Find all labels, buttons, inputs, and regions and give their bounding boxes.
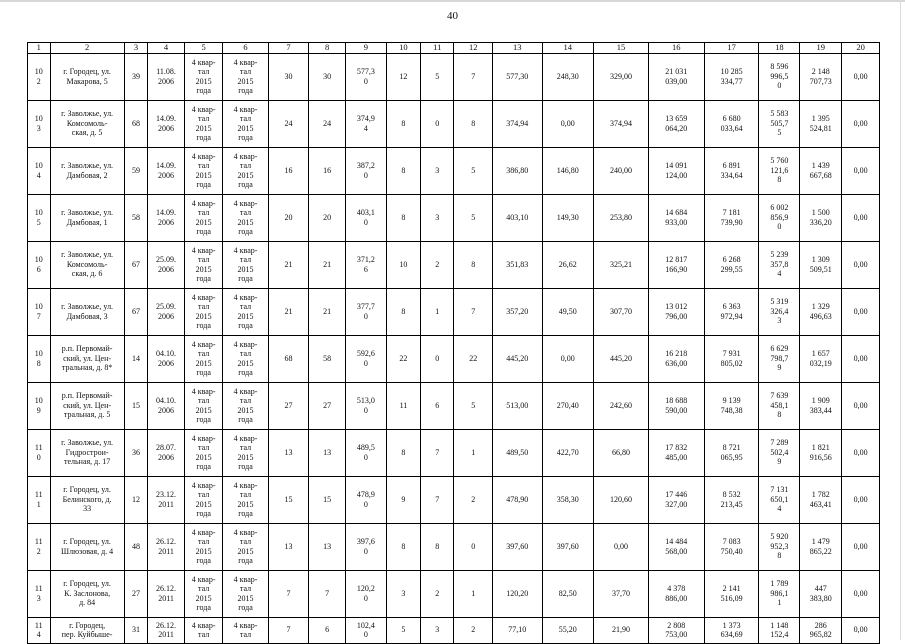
cell-address: г. Заволжье, ул. Дамбовая, 1	[50, 194, 124, 241]
cell-cost-total: 17 832 485,00	[648, 429, 704, 476]
cell-apartments-total: 12	[386, 53, 420, 100]
cell-cost-fund: 6 891 334,64	[704, 147, 759, 194]
cell-residents-count: 13	[268, 523, 309, 570]
cell-residents-relocating: 58	[309, 335, 346, 382]
cell-cost-region: 5 319 326,4 3	[759, 288, 800, 335]
cell-area-total: 387,2 0	[345, 147, 386, 194]
cell-residents-count: 15	[268, 476, 309, 523]
cell-cost-extra: 0,00	[842, 476, 880, 523]
cell-commission-date: 14.09. 2006	[148, 194, 185, 241]
cell-cost-region: 7 289 502,4 9	[759, 429, 800, 476]
cell-residents-count: 16	[268, 147, 309, 194]
col-header: 7	[268, 43, 309, 54]
cell-plan-start: 4 квар- тал 2015 года	[184, 570, 223, 617]
cell-cost-fund: 6 363 972,94	[704, 288, 759, 335]
cell-plan-end: 4 квар- тал 2015 года	[223, 147, 268, 194]
cell-plan-end: 4 квар- тал	[223, 617, 268, 643]
cell-area-municipal: 240,00	[594, 147, 649, 194]
cell-cost-region: 6 629 798,7 9	[759, 335, 800, 382]
cell-plan-start: 4 квар- тал 2015 года	[184, 429, 223, 476]
cell-cost-total: 14 484 568,00	[648, 523, 704, 570]
cell-area-private: 422,70	[542, 429, 594, 476]
cell-cost-region: 1 148 152,4	[759, 617, 800, 643]
cell-area-private: 49,50	[542, 288, 594, 335]
cell-plan-start: 4 квар- тал 2015 года	[184, 241, 223, 288]
cell-area-total: 478,9 0	[345, 476, 386, 523]
col-header: 14	[542, 43, 594, 54]
right-scan-edge	[900, 0, 901, 640]
cell-area-relocation: 445,20	[493, 335, 542, 382]
cell-area-relocation: 357,20	[493, 288, 542, 335]
col-header: 20	[842, 43, 880, 54]
cell-apartments-municipal: 7	[454, 288, 493, 335]
cell-residents-relocating: 30	[309, 53, 346, 100]
cell-address: г. Заволжье, ул. Комсомоль- ская, д. 5	[50, 100, 124, 147]
cell-area-municipal: 0,00	[594, 523, 649, 570]
cell-apartments-municipal: 8	[454, 241, 493, 288]
cell-area-private: 55,20	[542, 617, 594, 643]
cell-area-municipal: 307,70	[594, 288, 649, 335]
cell-apartments-municipal: 5	[454, 147, 493, 194]
cell-area-total: 120,2 0	[345, 570, 386, 617]
cell-apartments-total: 22	[386, 335, 420, 382]
cell-plan-end: 4 квар- тал 2015 года	[223, 100, 268, 147]
cell-apartments-municipal: 1	[454, 429, 493, 476]
cell-year-built: 14	[124, 335, 148, 382]
cell-apartments-private: 3	[421, 194, 454, 241]
cell-cost-region: 6 002 856,9 0	[759, 194, 800, 241]
table-row	[28, 617, 880, 643]
cell-plan-start: 4 квар- тал 2015 года	[184, 100, 223, 147]
cell-cost-extra: 0,00	[842, 288, 880, 335]
cell-cost-extra: 0,00	[842, 194, 880, 241]
cell-residents-relocating: 15	[309, 476, 346, 523]
cell-cost-local: 1 395 524,81	[800, 100, 842, 147]
cell-apartments-total: 8	[386, 523, 420, 570]
cell-area-municipal: 325,21	[594, 241, 649, 288]
cell-area-municipal: 37,70	[594, 570, 649, 617]
col-header: 16	[648, 43, 704, 54]
cell-area-total: 513,0 0	[345, 382, 386, 429]
cell-commission-date: 26.12. 2011	[148, 570, 185, 617]
cell-year-built: 58	[124, 194, 148, 241]
cell-cost-local: 1 479 865,22	[800, 523, 842, 570]
cell-residents-relocating: 13	[309, 523, 346, 570]
cell-plan-start: 4 квар- тал 2015 года	[184, 523, 223, 570]
cell-cost-total: 14 091 124,00	[648, 147, 704, 194]
cell-address: р.п. Первомай- ский, ул. Цен- тральная, д. 8*	[50, 335, 124, 382]
cell-year-built: 15	[124, 382, 148, 429]
cell-area-total: 489,5 0	[345, 429, 386, 476]
cell-plan-end: 4 квар- тал 2015 года	[223, 53, 268, 100]
cell-area-private: 82,50	[542, 570, 594, 617]
cell-commission-date: 26.12. 2011	[148, 617, 185, 643]
cell-residents-relocating: 24	[309, 100, 346, 147]
cell-plan-end: 4 квар- тал 2015 года	[223, 194, 268, 241]
table-row	[28, 147, 880, 194]
cell-cost-fund: 9 139 748,38	[704, 382, 759, 429]
cell-row-number: 10 5	[28, 194, 51, 241]
cell-apartments-total: 8	[386, 194, 420, 241]
table-row	[28, 335, 880, 382]
cell-cost-total: 13 012 796,00	[648, 288, 704, 335]
cell-cost-fund: 7 931 805,02	[704, 335, 759, 382]
housing-program-table	[27, 42, 880, 644]
cell-address: г. Городец, ул. Белинского, д. 33	[50, 476, 124, 523]
cell-commission-date: 14.09. 2006	[148, 100, 185, 147]
table-row	[28, 429, 880, 476]
cell-plan-start: 4 квар- тал 2015 года	[184, 53, 223, 100]
cell-area-relocation: 403,10	[493, 194, 542, 241]
cell-row-number: 10 6	[28, 241, 51, 288]
cell-apartments-private: 7	[421, 429, 454, 476]
cell-year-built: 39	[124, 53, 148, 100]
cell-cost-extra: 0,00	[842, 382, 880, 429]
table-row	[28, 570, 880, 617]
cell-year-built: 48	[124, 523, 148, 570]
cell-area-municipal: 253,80	[594, 194, 649, 241]
cell-area-private: 0,00	[542, 100, 594, 147]
cell-commission-date: 25.09. 2006	[148, 241, 185, 288]
col-header: 8	[309, 43, 346, 54]
table-row	[28, 523, 880, 570]
cell-cost-extra: 0,00	[842, 429, 880, 476]
cell-cost-fund: 6 680 033,64	[704, 100, 759, 147]
cell-year-built: 59	[124, 147, 148, 194]
cell-cost-local: 1 782 463,41	[800, 476, 842, 523]
cell-apartments-private: 7	[421, 476, 454, 523]
cell-area-municipal: 66,80	[594, 429, 649, 476]
table-row	[28, 288, 880, 335]
col-header: 4	[148, 43, 185, 54]
cell-cost-total: 13 659 064,20	[648, 100, 704, 147]
cell-cost-extra: 0,00	[842, 335, 880, 382]
cell-cost-total: 17 446 327,00	[648, 476, 704, 523]
col-header: 9	[345, 43, 386, 54]
table-row	[28, 241, 880, 288]
cell-row-number: 10 2	[28, 53, 51, 100]
cell-address: г. Городец, ул. Шлюзовая, д. 4	[50, 523, 124, 570]
table-row	[28, 53, 880, 100]
cell-year-built: 12	[124, 476, 148, 523]
cell-plan-end: 4 квар- тал 2015 года	[223, 241, 268, 288]
cell-area-total: 371,2 6	[345, 241, 386, 288]
cell-year-built: 67	[124, 288, 148, 335]
cell-apartments-private: 3	[421, 617, 454, 643]
cell-area-relocation: 577,30	[493, 53, 542, 100]
col-header: 17	[704, 43, 759, 54]
cell-cost-local: 447 383,80	[800, 570, 842, 617]
cell-cost-fund: 6 268 299,55	[704, 241, 759, 288]
cell-cost-extra: 0,00	[842, 617, 880, 643]
cell-apartments-municipal: 22	[454, 335, 493, 382]
cell-cost-local: 1 309 509,51	[800, 241, 842, 288]
cell-cost-total: 14 684 933,00	[648, 194, 704, 241]
top-scan-edge	[0, 0, 905, 2]
cell-commission-date: 04.10. 2006	[148, 382, 185, 429]
cell-area-municipal: 120,60	[594, 476, 649, 523]
cell-cost-extra: 0,00	[842, 570, 880, 617]
cell-address: г. Городец, ул. Макарова, 5	[50, 53, 124, 100]
col-header: 13	[493, 43, 542, 54]
cell-area-private: 146,80	[542, 147, 594, 194]
cell-area-total: 377,7 0	[345, 288, 386, 335]
cell-apartments-total: 10	[386, 241, 420, 288]
cell-residents-relocating: 6	[309, 617, 346, 643]
cell-row-number: 10 4	[28, 147, 51, 194]
cell-cost-extra: 0,00	[842, 53, 880, 100]
cell-area-private: 149,30	[542, 194, 594, 241]
col-header: 1	[28, 43, 51, 54]
cell-plan-start: 4 квар- тал 2015 года	[184, 476, 223, 523]
table-body	[28, 53, 880, 643]
cell-cost-local: 1 439 667,68	[800, 147, 842, 194]
cell-cost-extra: 0,00	[842, 147, 880, 194]
table-row	[28, 194, 880, 241]
cell-cost-total: 4 378 886,00	[648, 570, 704, 617]
cell-commission-date: 28.07. 2006	[148, 429, 185, 476]
cell-cost-extra: 0,00	[842, 241, 880, 288]
cell-apartments-total: 9	[386, 476, 420, 523]
cell-cost-local: 1 329 496,63	[800, 288, 842, 335]
cell-cost-local: 286 965,82	[800, 617, 842, 643]
cell-cost-local: 1 821 916,56	[800, 429, 842, 476]
cell-cost-fund: 10 285 334,77	[704, 53, 759, 100]
cell-plan-start: 4 квар- тал 2015 года	[184, 147, 223, 194]
cell-residents-relocating: 21	[309, 241, 346, 288]
cell-commission-date: 25.09. 2006	[148, 288, 185, 335]
cell-address: г. Заволжье, ул. Дамбовая, 2	[50, 147, 124, 194]
cell-plan-start: 4 квар- тал	[184, 617, 223, 643]
cell-apartments-private: 2	[421, 241, 454, 288]
cell-area-municipal: 329,00	[594, 53, 649, 100]
cell-plan-end: 4 квар- тал 2015 года	[223, 288, 268, 335]
cell-cost-region: 5 583 505,7 5	[759, 100, 800, 147]
col-header: 10	[386, 43, 420, 54]
cell-area-private: 26,62	[542, 241, 594, 288]
cell-cost-fund: 8 721 065,95	[704, 429, 759, 476]
cell-cost-fund: 2 141 516,09	[704, 570, 759, 617]
cell-cost-fund: 8 532 213,45	[704, 476, 759, 523]
cell-apartments-municipal: 5	[454, 382, 493, 429]
cell-address: г. Заволжье, ул. Дамбовая, 3	[50, 288, 124, 335]
cell-year-built: 36	[124, 429, 148, 476]
cell-area-private: 358,30	[542, 476, 594, 523]
cell-cost-extra: 0,00	[842, 100, 880, 147]
cell-residents-count: 7	[268, 617, 309, 643]
cell-cost-total: 2 808 753,00	[648, 617, 704, 643]
cell-cost-region: 7 131 650,1 4	[759, 476, 800, 523]
cell-address: г. Заволжье, ул. Комсомоль- ская, д. 6	[50, 241, 124, 288]
cell-residents-relocating: 7	[309, 570, 346, 617]
cell-apartments-municipal: 0	[454, 523, 493, 570]
cell-year-built: 27	[124, 570, 148, 617]
cell-row-number: 11 4	[28, 617, 51, 643]
cell-apartments-total: 8	[386, 100, 420, 147]
cell-row-number: 10 8	[28, 335, 51, 382]
cell-cost-region: 1 789 986,1 1	[759, 570, 800, 617]
cell-year-built: 68	[124, 100, 148, 147]
cell-area-relocation: 513,00	[493, 382, 542, 429]
cell-area-relocation: 478,90	[493, 476, 542, 523]
cell-apartments-total: 8	[386, 429, 420, 476]
cell-row-number: 11 1	[28, 476, 51, 523]
cell-apartments-total: 5	[386, 617, 420, 643]
cell-plan-end: 4 квар- тал 2015 года	[223, 382, 268, 429]
cell-area-municipal: 374,94	[594, 100, 649, 147]
cell-commission-date: 23.12. 2011	[148, 476, 185, 523]
cell-row-number: 10 9	[28, 382, 51, 429]
cell-plan-end: 4 квар- тал 2015 года	[223, 476, 268, 523]
cell-area-relocation: 77,10	[493, 617, 542, 643]
cell-cost-local: 1 500 336,20	[800, 194, 842, 241]
col-header: 15	[594, 43, 649, 54]
cell-apartments-private: 3	[421, 147, 454, 194]
cell-apartments-municipal: 2	[454, 476, 493, 523]
cell-row-number: 11 3	[28, 570, 51, 617]
cell-cost-total: 21 031 039,00	[648, 53, 704, 100]
cell-cost-total: 16 218 636,00	[648, 335, 704, 382]
cell-plan-end: 4 квар- тал 2015 года	[223, 523, 268, 570]
col-header: 19	[800, 43, 842, 54]
cell-residents-count: 13	[268, 429, 309, 476]
cell-residents-count: 24	[268, 100, 309, 147]
cell-cost-local: 1 909 383,44	[800, 382, 842, 429]
cell-row-number: 11 0	[28, 429, 51, 476]
col-header: 12	[454, 43, 493, 54]
col-header: 18	[759, 43, 800, 54]
cell-area-private: 397,60	[542, 523, 594, 570]
cell-plan-start: 4 квар- тал 2015 года	[184, 288, 223, 335]
cell-commission-date: 04.10. 2006	[148, 335, 185, 382]
cell-plan-end: 4 квар- тал 2015 года	[223, 570, 268, 617]
col-header: 2	[50, 43, 124, 54]
cell-apartments-private: 8	[421, 523, 454, 570]
cell-cost-extra: 0,00	[842, 523, 880, 570]
cell-area-total: 592,6 0	[345, 335, 386, 382]
cell-address: г. Заволжье, ул. Гидрострои- тельная, д. 17	[50, 429, 124, 476]
cell-row-number: 10 7	[28, 288, 51, 335]
cell-apartments-municipal: 8	[454, 100, 493, 147]
cell-residents-count: 21	[268, 241, 309, 288]
cell-residents-relocating: 27	[309, 382, 346, 429]
cell-cost-region: 5 920 952,3 8	[759, 523, 800, 570]
cell-area-relocation: 374,94	[493, 100, 542, 147]
cell-cost-region: 7 639 458,1 8	[759, 382, 800, 429]
cell-residents-relocating: 16	[309, 147, 346, 194]
cell-area-private: 270,40	[542, 382, 594, 429]
cell-area-municipal: 445,20	[594, 335, 649, 382]
table-row	[28, 100, 880, 147]
cell-apartments-private: 5	[421, 53, 454, 100]
cell-area-private: 248,30	[542, 53, 594, 100]
cell-plan-start: 4 квар- тал 2015 года	[184, 382, 223, 429]
page-number: 40	[447, 10, 458, 22]
cell-cost-fund: 1 373 634,69	[704, 617, 759, 643]
cell-cost-region: 5 760 121,6 8	[759, 147, 800, 194]
cell-plan-start: 4 квар- тал 2015 года	[184, 335, 223, 382]
cell-apartments-municipal: 1	[454, 570, 493, 617]
cell-cost-region: 5 239 357,8 4	[759, 241, 800, 288]
cell-apartments-private: 0	[421, 335, 454, 382]
cell-cost-fund: 7 083 750,40	[704, 523, 759, 570]
column-number-row	[28, 43, 880, 54]
cell-residents-count: 7	[268, 570, 309, 617]
cell-area-municipal: 21,90	[594, 617, 649, 643]
col-header: 5	[184, 43, 223, 54]
cell-residents-relocating: 21	[309, 288, 346, 335]
cell-area-private: 0,00	[542, 335, 594, 382]
cell-commission-date: 26.12. 2011	[148, 523, 185, 570]
cell-plan-start: 4 квар- тал 2015 года	[184, 194, 223, 241]
cell-address: г. Городец, ул. К. Заслонова, д. 84	[50, 570, 124, 617]
cell-area-total: 577,3 0	[345, 53, 386, 100]
cell-commission-date: 14.09. 2006	[148, 147, 185, 194]
cell-area-total: 403,1 0	[345, 194, 386, 241]
cell-address: г. Городец, пер. Куйбыше-	[50, 617, 124, 643]
cell-apartments-total: 8	[386, 147, 420, 194]
cell-plan-end: 4 квар- тал 2015 года	[223, 335, 268, 382]
cell-area-relocation: 120,20	[493, 570, 542, 617]
col-header: 11	[421, 43, 454, 54]
cell-apartments-total: 11	[386, 382, 420, 429]
cell-area-total: 102,4 0	[345, 617, 386, 643]
cell-area-total: 374,9 4	[345, 100, 386, 147]
cell-row-number: 11 2	[28, 523, 51, 570]
cell-area-relocation: 351,83	[493, 241, 542, 288]
cell-area-municipal: 242,60	[594, 382, 649, 429]
cell-commission-date: 11.08. 2006	[148, 53, 185, 100]
cell-apartments-private: 0	[421, 100, 454, 147]
cell-apartments-private: 6	[421, 382, 454, 429]
cell-cost-fund: 7 181 739,90	[704, 194, 759, 241]
col-header: 3	[124, 43, 148, 54]
col-header: 6	[223, 43, 268, 54]
cell-residents-count: 68	[268, 335, 309, 382]
cell-apartments-municipal: 2	[454, 617, 493, 643]
cell-cost-total: 12 817 166,90	[648, 241, 704, 288]
cell-area-total: 397,6 0	[345, 523, 386, 570]
cell-residents-count: 27	[268, 382, 309, 429]
cell-plan-end: 4 квар- тал 2015 года	[223, 429, 268, 476]
cell-apartments-municipal: 5	[454, 194, 493, 241]
cell-cost-region: 8 596 996,5 0	[759, 53, 800, 100]
table-row	[28, 382, 880, 429]
cell-year-built: 31	[124, 617, 148, 643]
cell-area-relocation: 489,50	[493, 429, 542, 476]
cell-area-relocation: 397,60	[493, 523, 542, 570]
cell-cost-total: 18 688 590,00	[648, 382, 704, 429]
table-row	[28, 476, 880, 523]
cell-apartments-total: 3	[386, 570, 420, 617]
cell-residents-relocating: 13	[309, 429, 346, 476]
cell-residents-count: 21	[268, 288, 309, 335]
cell-apartments-private: 2	[421, 570, 454, 617]
cell-year-built: 67	[124, 241, 148, 288]
cell-apartments-municipal: 7	[454, 53, 493, 100]
cell-address: р.п. Первомай- ский, ул. Цен- тральная, д. 5	[50, 382, 124, 429]
cell-area-relocation: 386,80	[493, 147, 542, 194]
cell-cost-local: 1 657 032,19	[800, 335, 842, 382]
cell-residents-relocating: 20	[309, 194, 346, 241]
cell-apartments-private: 1	[421, 288, 454, 335]
cell-residents-count: 30	[268, 53, 309, 100]
cell-residents-count: 20	[268, 194, 309, 241]
cell-row-number: 10 3	[28, 100, 51, 147]
cell-apartments-total: 8	[386, 288, 420, 335]
cell-cost-local: 2 148 707,73	[800, 53, 842, 100]
